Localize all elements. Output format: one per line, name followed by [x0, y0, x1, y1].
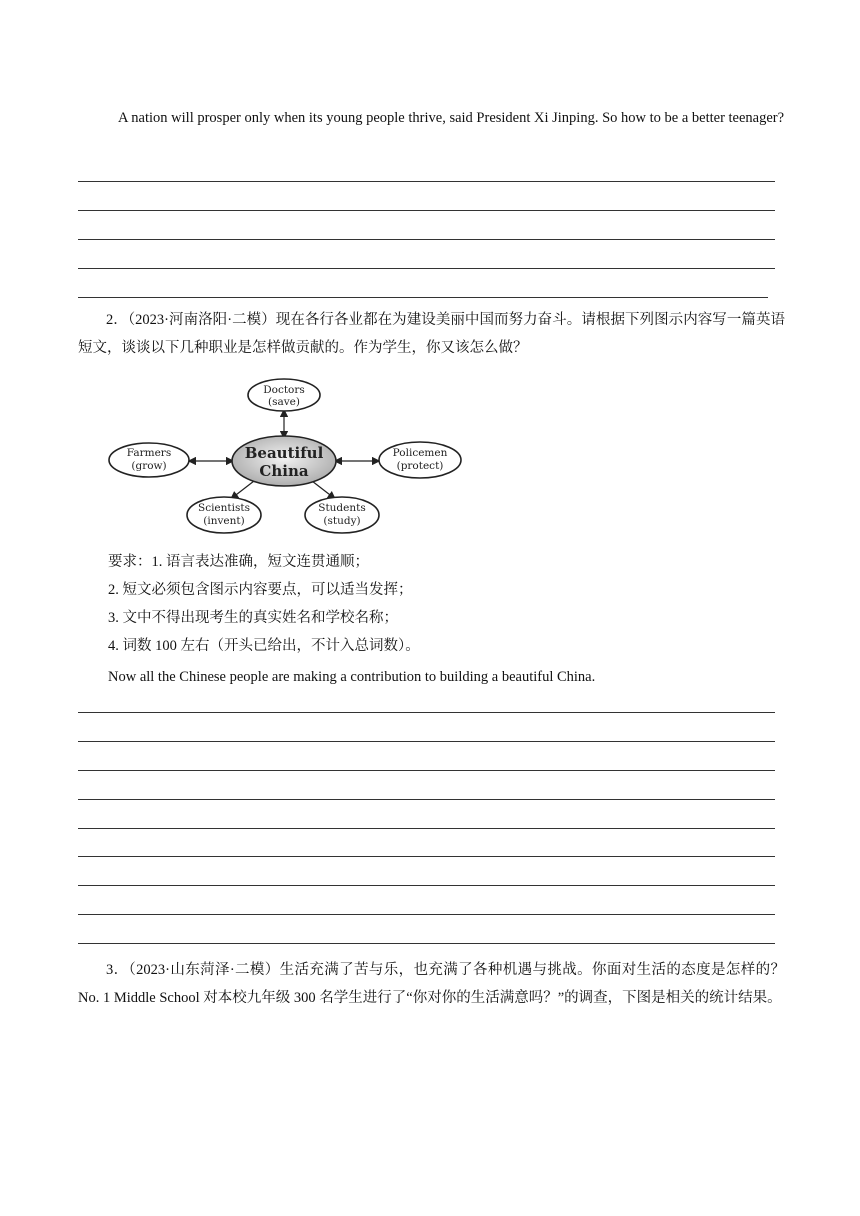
center-label-2: China	[259, 462, 309, 480]
answer-line[interactable]	[78, 210, 775, 211]
node-doctors-verb: (save)	[268, 396, 300, 408]
opening-sentence: Now all the Chinese people are making a contribution to building a beautiful China.	[108, 669, 596, 685]
answer-line[interactable]	[78, 943, 775, 944]
answer-line[interactable]	[78, 297, 768, 298]
node-students-verb: (study)	[323, 515, 361, 527]
node-policemen-verb: (protect)	[396, 460, 444, 472]
requirement-1: 要求：1. 语言表达准确，短文连贯通顺；	[108, 554, 369, 570]
center-label-1: Beautiful	[244, 444, 324, 462]
answer-line[interactable]	[78, 741, 775, 742]
node-farmers-verb: (grow)	[131, 460, 167, 472]
connector-students	[312, 481, 334, 498]
intro-paragraph: A nation will prosper only when its young people thrive, said President Xi Jinping. So how to be a better teenager?	[118, 110, 785, 126]
node-students-title: Students	[318, 502, 366, 514]
question-2-prompt: 2．（2023·河南洛阳·二模）现在各行各业都在为建设美丽中国而努力奋斗。请根据下列图示内容写一篇英语短文，谈谈以下几种职业是怎样做贡献的。作为学生，你又该怎么做？	[78, 312, 785, 356]
node-policemen-title: Policemen	[392, 447, 448, 459]
answer-line[interactable]	[78, 828, 775, 829]
node-doctors-title: Doctors	[263, 384, 305, 396]
answer-line[interactable]	[78, 885, 775, 886]
requirement-3: 3. 文中不得出现考生的真实姓名和学校名称；	[108, 610, 398, 626]
answer-line[interactable]	[78, 914, 775, 915]
node-scientists-verb: (invent)	[203, 515, 245, 527]
answer-line[interactable]	[78, 239, 775, 240]
node-farmers-title: Farmers	[126, 447, 172, 459]
answer-line[interactable]	[78, 181, 775, 182]
requirement-4: 4. 词数 100 左右（开头已给出，不计入总词数）。	[108, 638, 420, 654]
requirement-2: 2. 短文必须包含图示内容要点，可以适当发挥；	[108, 582, 413, 598]
answer-line[interactable]	[78, 856, 775, 857]
connector-scientists	[232, 481, 254, 498]
node-scientists-title: Scientists	[198, 502, 250, 514]
answer-line[interactable]	[78, 770, 775, 771]
answer-line[interactable]	[78, 799, 775, 800]
answer-line[interactable]	[78, 712, 775, 713]
answer-line[interactable]	[78, 268, 775, 269]
beautiful-china-diagram	[104, 374, 464, 540]
question-3-prompt: 3．（2023·山东菏泽·二模）生活充满了苦与乐，也充满了各种机遇与挑战。你面对生活的态度是怎样的？No. 1 Middle School 对本校九年级 300 名学生进行了“你对你的生活满意吗？”的调查，下图是相关的统计结果。	[78, 962, 785, 1006]
